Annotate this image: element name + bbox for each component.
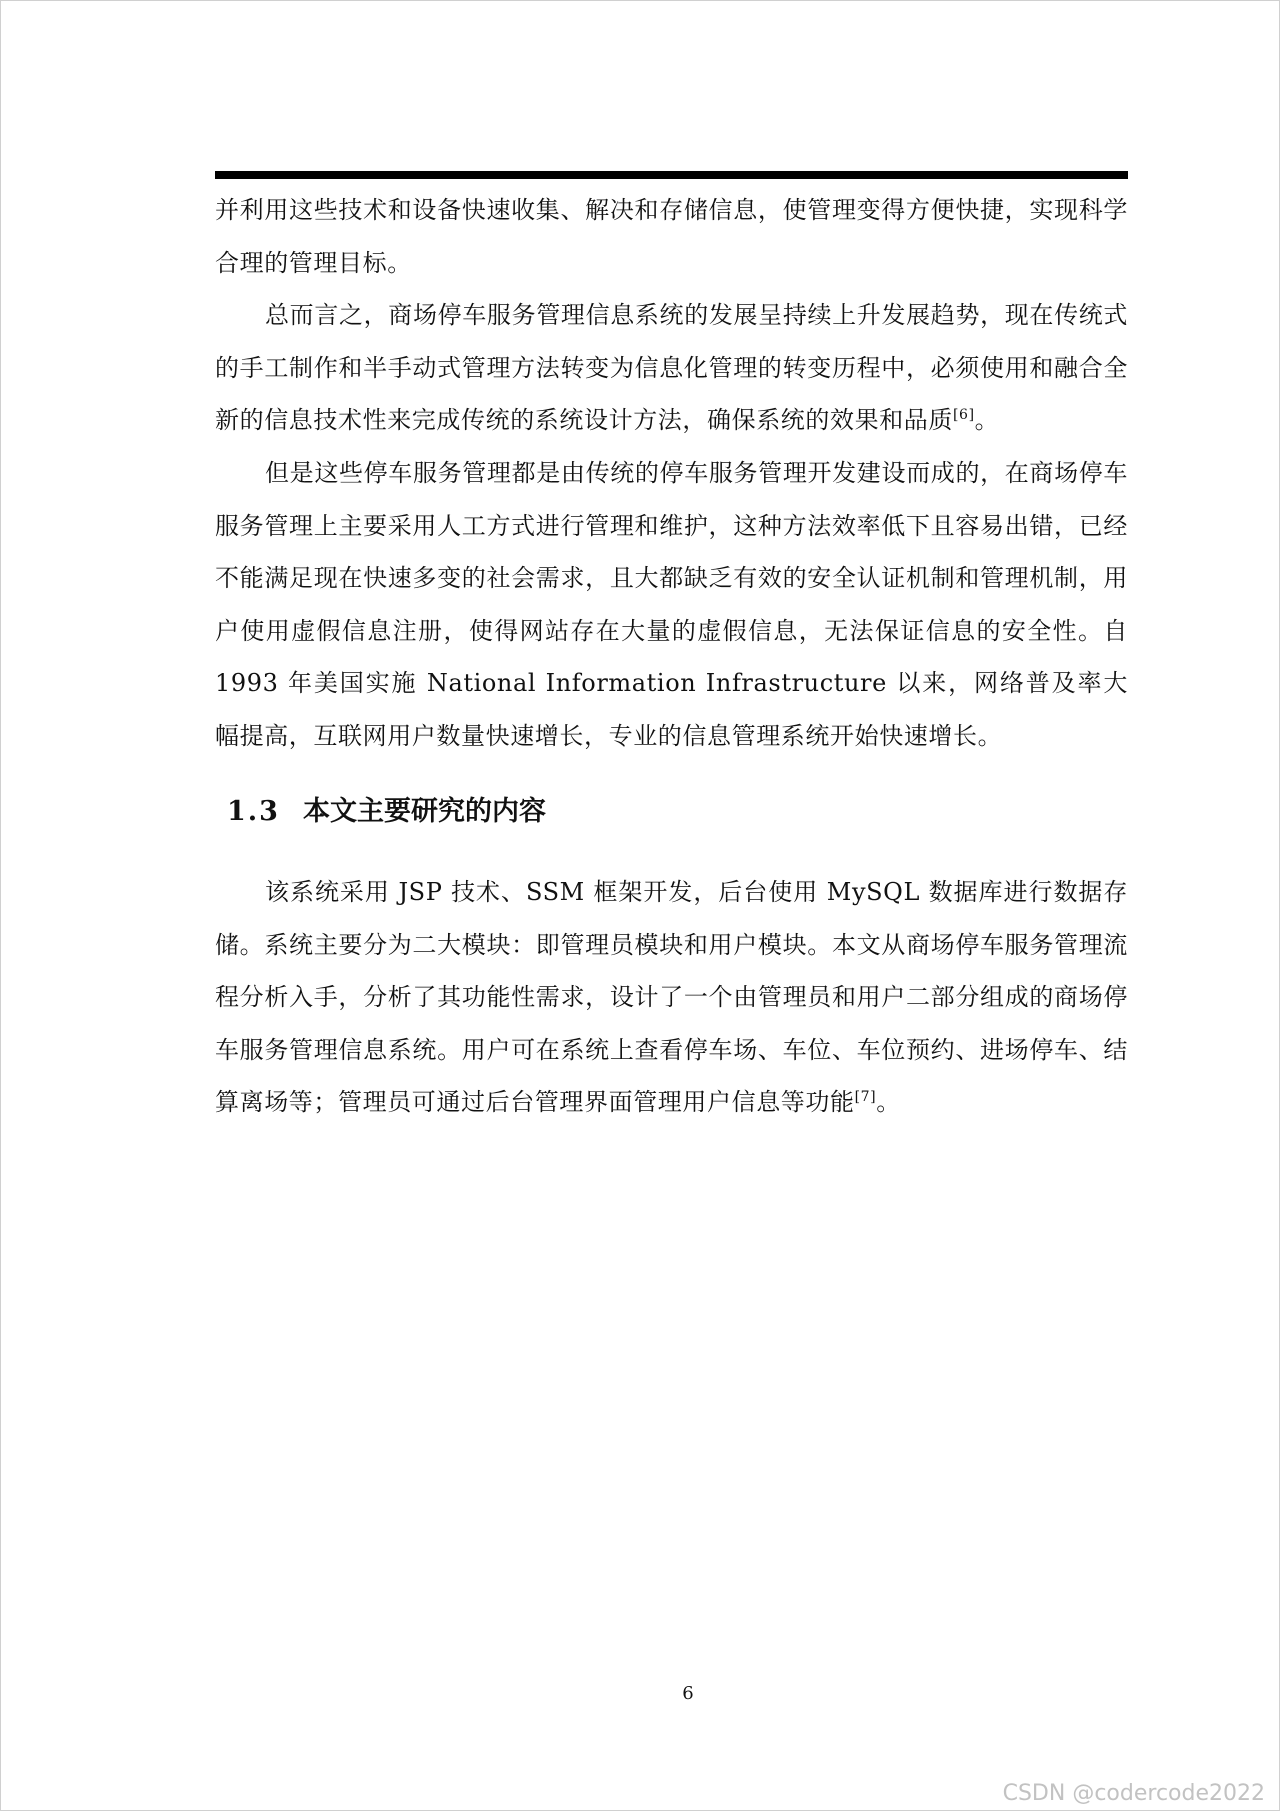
- paragraph: [215, 447, 1128, 763]
- citation-ref: [7]: [854, 1089, 877, 1106]
- section-text-block: [215, 866, 1128, 1129]
- page-number: 6: [682, 1683, 694, 1704]
- watermark: CSDN @codercode2022: [1002, 1781, 1265, 1806]
- header-rule: [215, 171, 1128, 179]
- section-heading: [227, 792, 546, 832]
- section-title: 本文主要研究的内容: [303, 796, 546, 827]
- paragraph-text: 该系统采用 JSP 技术、SSM 框架开发，后台使用 MySQL 数据库进行数据存储。系统主要分为二大模块：即管理员模块和用户模块。本文从商场停车服务管理流程分析入手，分析了其功能性需求，设计了一个由管理员和用户二部分组成的商场停车服务管理信息系统。用户可在系统上查看停车场、车位、车位预约、进场停车、结算离场等；管理员可通过后台管理界面管理用户信息等功能: [215, 878, 1128, 1117]
- paragraph: [215, 866, 1128, 1129]
- paragraph-text: 并利用这些技术和设备快速收集、解决和存储信息，使管理变得方便快捷，实现科学合理的管理目标。: [215, 196, 1128, 277]
- intro-text-block: [215, 184, 1128, 763]
- paragraph-text-end: 。: [876, 1088, 901, 1117]
- paragraph-continuation: [215, 184, 1128, 289]
- paragraph-text-end: 。: [974, 406, 1000, 435]
- section-number: 1.3: [227, 796, 280, 827]
- citation-ref: [6]: [953, 407, 975, 424]
- paragraph-text: 但是这些停车服务管理都是由传统的停车服务管理开发建设而成的，在商场停车服务管理上主要采用人工方式进行管理和维护，这种方法效率低下且容易出错，已经不能满足现在快速多变的社会需求，且大都缺乏有效的安全认证机制和管理机制，用户使用虚假信息注册，使得网站存在大量的虚假信息，无法保证信息的安全性。自 1993 年美国实施 National Information Infrastructure 以来，网络普及率大幅提高，互联网用户数量快速增长，专业的信息管理系统开始快速增长。: [215, 458, 1128, 750]
- paragraph: [215, 289, 1128, 447]
- paragraph-text: 总而言之，商场停车服务管理信息系统的发展呈持续上升发展趋势，现在传统式的手工制作和半手动式管理方法转变为信息化管理的转变历程中，必须使用和融合全新的信息技术性来完成传统的系统设计方法，确保系统的效果和品质: [215, 301, 1128, 435]
